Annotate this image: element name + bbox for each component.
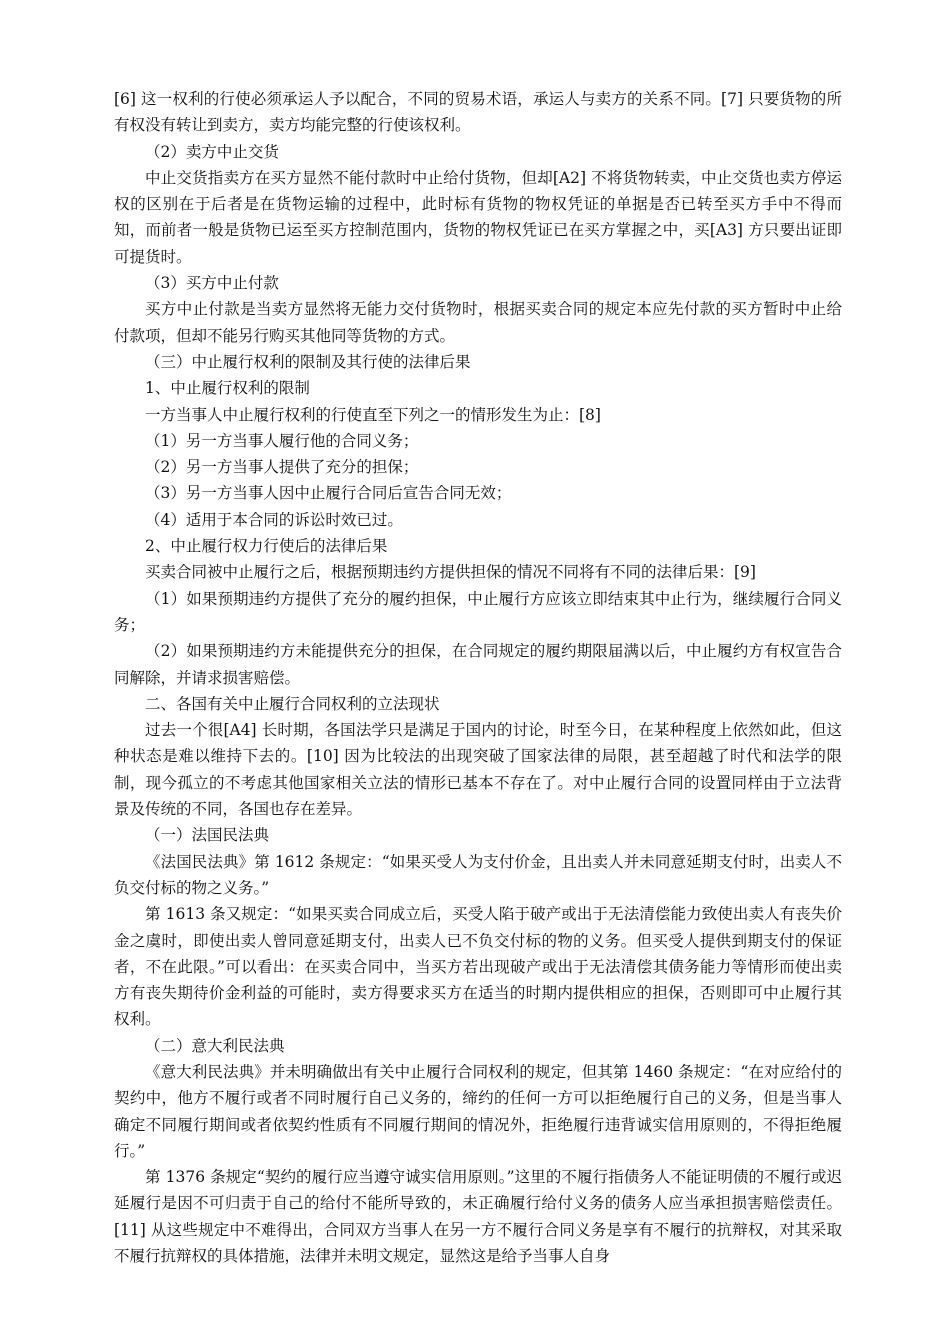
paragraph-article-1376: 第 1376 条规定“契约的履行应当遵守诚实信用原则。”这里的不履行指债务人不能证明债的不履行或迟延履行是因不可归责于自己的给付不能所导致的，未正确履行给付义务的债务人应当承担损害赔偿责任。[11] 从这些规定中不难得出，合同双方当事人在另一方不履行合同义务是享有不履行的抗辩权，对其采取不履行抗辩权的具体措施，法律并未明文规定，显然这是给予当事人自身 (114, 1168, 842, 1266)
list-item-limit-3: （3）另一方当事人因中止履行合同后宣告合同无效； (145, 484, 512, 503)
heading-french-civil-code: （一）法国民法典 (145, 826, 270, 845)
list-item-limit-1: （1）另一方当事人履行他的合同义务； (145, 431, 419, 450)
list-item-limit-4: （4）适用于本合同的诉讼时效已过。 (145, 510, 403, 529)
list-item-consequence-1: （1）如果预期违约方提供了充分的履约担保，中止履行方应该立即结束其中止行为，继续履行合同义务； (114, 589, 842, 634)
heading-limits: 1、中止履行权利的限制 (145, 379, 310, 398)
heading-buyer-stop-payment: （3）买方中止付款 (145, 274, 279, 293)
list-item-consequence-2: （2）如果预期违约方未能提供充分的担保，在合同规定的履约期限届满以后，中止履约方有权宣告合同解除，并请求损害赔偿。 (114, 642, 842, 687)
paragraph-comparative-law: 过去一个很[A4] 长时期，各国法学只是满足于国内的讨论，时至今日，在某种程度上依然如此，但这种状态是难以维持下去的。[10] 因为比较法的出现突破了国家法律的局限，甚至超越了时代和法学的限制，现今孤立的不考虑其他国家相关立法的情形已基本不存在了。对中止履行合同的设置同样由于立法背景及传统的不同，各国也存在差异。 (114, 721, 842, 819)
document-body (114, 86, 842, 1269)
paragraph-limits-intro: 一方当事人中止履行权利的行使直至下列之一的情形发生为止：[8] (145, 405, 601, 424)
paragraph-consequences-intro: 买卖合同被中止履行之后，根据预期违约方提供担保的情况不同将有不同的法律后果：[9] (145, 563, 756, 582)
heading-italian-civil-code: （二）意大利民法典 (145, 1036, 285, 1055)
heading-legislation-status: 二、各国有关中止履行合同权利的立法现状 (145, 694, 440, 713)
paragraph-article-1612: 《法国民法典》第 1612 条规定：“如果买受人为支付价金，且出卖人并未同意延期支付时，出卖人不负交付标的物之义务。” (114, 852, 842, 897)
paragraph-article-1460: 《意大利民法典》并未明确做出有关中止履行合同权利的规定，但其第 1460 条规定：“在对应给付的契约中，他方不履行或者不同时履行自己义务的，缔约的任何一方可以拒绝履行自己的义务，但是当事人确定不同履行期间或者依契约性质有不同履行期间的情况外，拒绝履行违背诚实信用原则的，不得拒绝履行。” (114, 1062, 842, 1160)
heading-limits-and-consequences: （三）中止履行权利的限制及其行使的法律后果 (145, 352, 471, 371)
heading-consequences: 2、中止履行权力行使后的法律后果 (145, 537, 388, 556)
paragraph-seller-stop-delivery: 中止交货指卖方在买方显然不能付款时中止给付货物，但却[A2] 不将货物转卖，中止交货也卖方停运权的区别在于后者是在货物运输的过程中，此时标有货物的物权凭证的单据是否已转至买方手中不得而知，而前者一般是货物已运至买方控制范围内，货物的物权凭证已在买方掌握之中，买[A3] 方只要出证即可提货时。 (114, 168, 842, 266)
paragraph-article-1613: 第 1613 条又规定：“如果买卖合同成立后，买受人陷于破产或出于无法清偿能力致使出卖人有丧失价金之虞时，即使出卖人曾同意延期支付，出卖人已不负交付标的物的义务。但买受人提供到期支付的保证者，不在此限。”可以看出：在买卖合同中，当买方若出现破产或出于无法清偿其债务能力等情形而使出卖方有丧失期待价金利益的可能时，卖方得要求买方在适当的时期内提供相应的担保，否则即可中止履行其权利。 (114, 905, 842, 1029)
heading-seller-stop-delivery: （2）卖方中止交货 (145, 142, 279, 161)
paragraph-continuation-rights: [6] 这一权利的行使必须承运人予以配合，不同的贸易术语，承运人与卖方的关系不同。[7] 只要货物的所有权没有转让到卖方，卖方均能完整的行使该权利。 (114, 90, 842, 135)
paragraph-buyer-stop-payment: 买方中止付款是当卖方显然将无能力交付货物时，根据买卖合同的规定本应先付款的买方暂时中止给付款项，但却不能另行购买其他同等货物的方式。 (114, 300, 842, 345)
list-item-limit-2: （2）另一方当事人提供了充分的担保； (145, 458, 419, 477)
